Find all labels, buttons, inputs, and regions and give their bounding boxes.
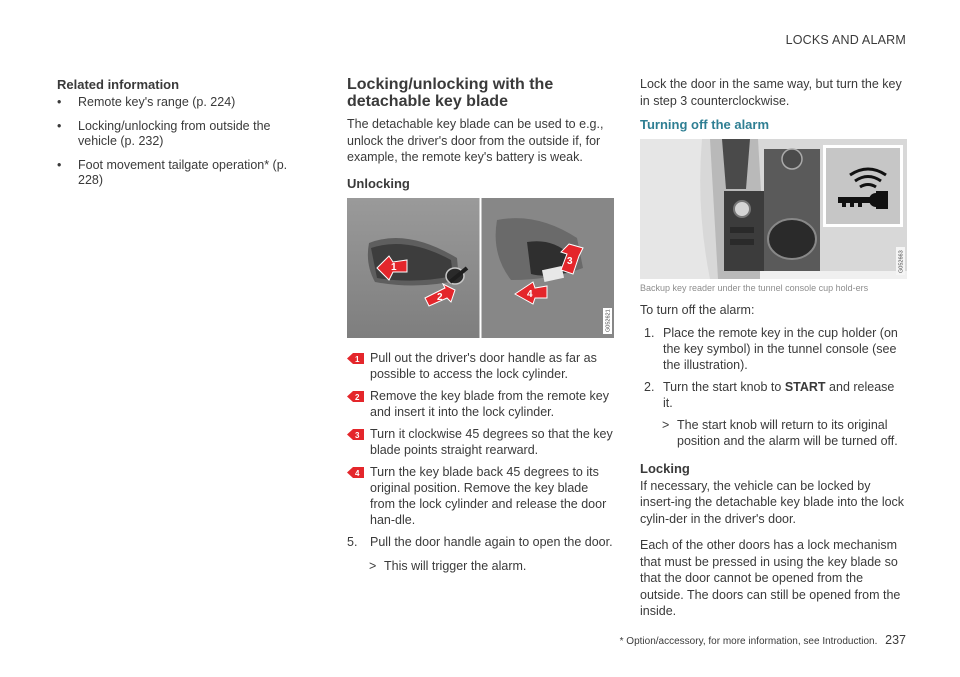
step-number: 5. bbox=[347, 534, 358, 549]
image-code: G052663 bbox=[898, 250, 905, 273]
page-number: 237 bbox=[885, 633, 906, 647]
alarm-steps bbox=[640, 325, 907, 411]
image-caption: Backup key reader under the tunnel console cup hold-ers bbox=[640, 283, 869, 293]
unlocking-title: Unlocking bbox=[347, 175, 410, 191]
list-item: 4 Turn the key blade back 45 degrees to its original position. Remove the key blade from the lock cylinder and release the door han-dle. bbox=[347, 464, 614, 528]
related-link[interactable]: • Remote key's range (p. 224) bbox=[57, 95, 236, 109]
related-list bbox=[57, 95, 312, 188]
step-number: 1. bbox=[644, 325, 655, 340]
step-4-marker-icon bbox=[347, 467, 364, 478]
start-knob-label: START bbox=[784, 379, 826, 394]
alarm-lead: To turn off the alarm: bbox=[640, 303, 755, 317]
list-item: 3 Turn it clockwise 45 degrees so that the key blade points straight rearward. bbox=[347, 426, 614, 458]
related-information bbox=[57, 76, 312, 197]
related-link[interactable]: • Foot movement tailgate operation* (p. 228) bbox=[57, 158, 288, 187]
section-title: Locking/unlocking with the detachable key blade bbox=[347, 76, 554, 110]
svg-text:3: 3 bbox=[355, 430, 360, 440]
bullet-icon: • bbox=[57, 158, 62, 172]
locking-title: Locking bbox=[640, 460, 690, 476]
step-result: > This will trigger the alarm. bbox=[369, 558, 527, 573]
list-item: 1. Place the remote key in the cup holder (on the key symbol) in the tunnel console (see the illustration). bbox=[644, 325, 898, 372]
image-code: G052621 bbox=[605, 308, 612, 332]
list-item: 1 Pull out the driver's door handle as far as possible to access the lock cylinder. bbox=[347, 350, 614, 382]
svg-text:4: 4 bbox=[355, 468, 360, 478]
lock-text: Lock the door in the same way, but turn the key in step 3 counterclockwise. bbox=[640, 77, 902, 108]
locking-paragraph: If necessary, the vehicle can be locked by insert-ing the detachable key blade into the lock cylin-der in the driver's door. bbox=[640, 478, 905, 526]
alarm-title: Turning off the alarm bbox=[640, 117, 770, 132]
section-intro: The detachable key blade can be used to e.g., unlock the driver's door from the outside if, for example, the remote key's battery is weak. bbox=[347, 117, 604, 164]
locking-paragraph: Each of the other doors has a lock mechanism that must be pressed in using the key blade so that the door cannot be opened from the outside. The doors can still be opened from the inside. bbox=[640, 538, 901, 618]
unlocking-steps bbox=[347, 350, 614, 550]
related-link[interactable]: • Locking/unlocking from outside the vehicle (p. 232) bbox=[57, 119, 271, 148]
list-item: 2 Remove the key blade from the remote key and insert it into the lock cylinder. bbox=[347, 388, 614, 420]
result-arrow-icon: > bbox=[662, 417, 670, 432]
svg-text:1: 1 bbox=[355, 354, 360, 364]
page-header: LOCKS AND ALARM bbox=[785, 33, 906, 47]
svg-text:2: 2 bbox=[437, 291, 443, 303]
related-title: Related information bbox=[57, 77, 180, 92]
svg-text:2: 2 bbox=[355, 392, 360, 402]
door-handle-illustration bbox=[347, 198, 614, 338]
step-3-marker-icon bbox=[347, 429, 364, 440]
step-number: 2. bbox=[644, 379, 655, 394]
svg-text:1: 1 bbox=[391, 261, 397, 273]
svg-text:4: 4 bbox=[527, 288, 533, 300]
step-1-marker-icon bbox=[347, 353, 364, 364]
list-item: 2. Turn the start knob to START and release it. bbox=[644, 379, 895, 410]
step-2-marker-icon bbox=[347, 391, 364, 402]
list-item: 5. Pull the door handle again to open the door. bbox=[347, 534, 613, 549]
alarm-section bbox=[640, 76, 907, 620]
svg-text:3: 3 bbox=[567, 255, 573, 267]
bullet-icon: • bbox=[57, 119, 62, 133]
result-arrow-icon: > bbox=[369, 558, 377, 573]
step-result: > The start knob will return to its original position and the alarm will be turned off. bbox=[662, 417, 898, 448]
bullet-icon: • bbox=[57, 95, 62, 109]
footnote: * Option/accessory, for more information, see Introduction. bbox=[619, 636, 878, 647]
tunnel-console-illustration bbox=[640, 139, 907, 279]
key-blade-section bbox=[347, 76, 614, 574]
page-footer bbox=[620, 633, 906, 647]
